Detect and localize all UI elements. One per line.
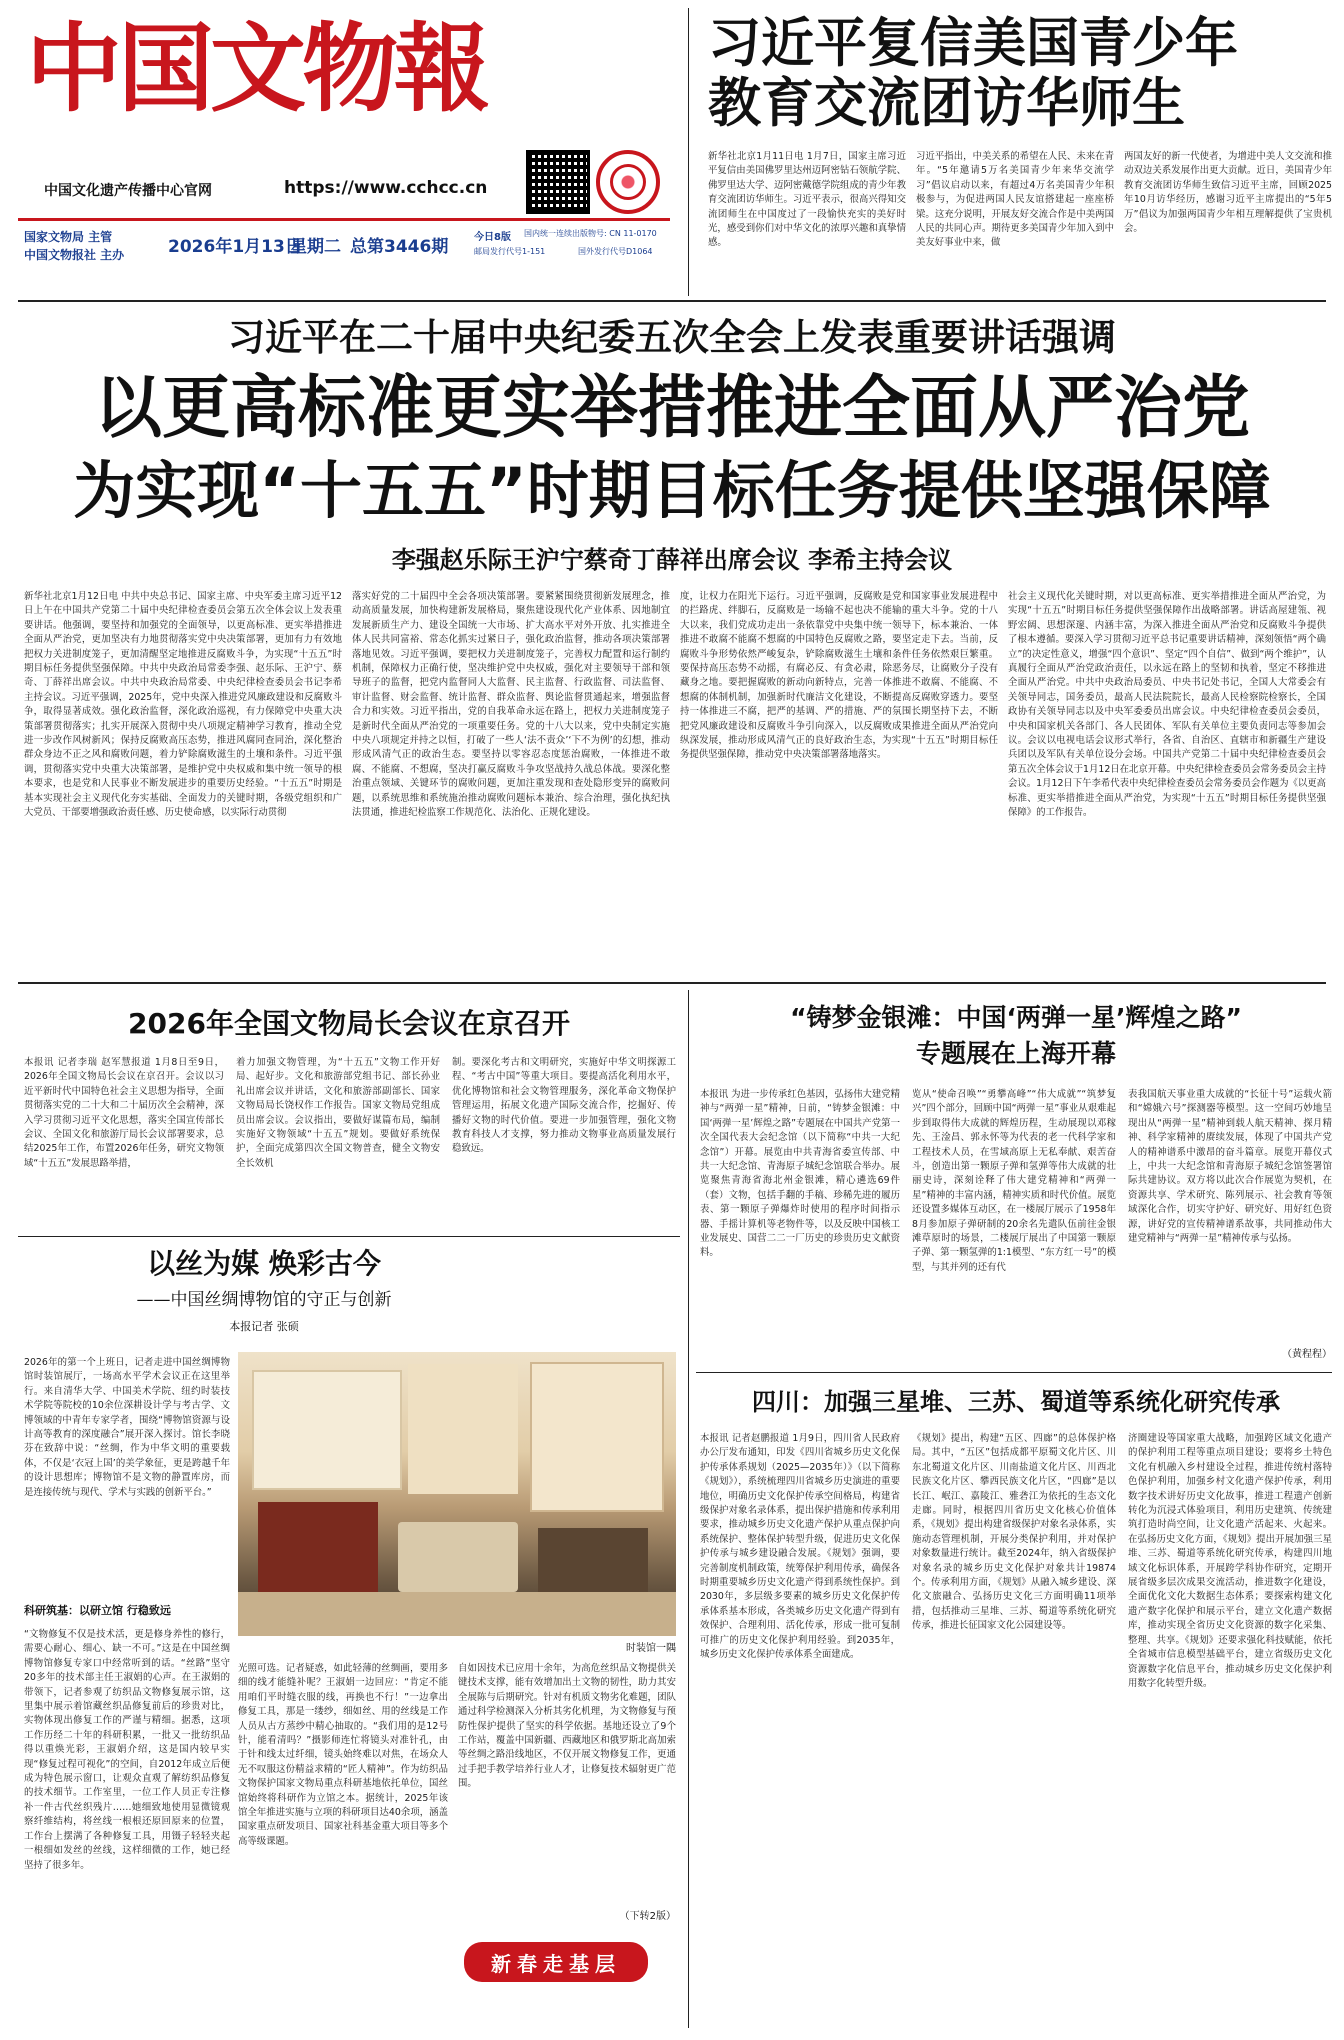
rocket-story-headline-2: 专题展在上海开幕 <box>915 1039 1116 1068</box>
sichuan-story-col1: 本报讯 记者赵鹏报道 1月9日，四川省人民政府办公厅发布通知，印发《四川省城乡历史文化保护传承体系规划（2025—2035年）》（以下简称《规划》），系统梳理四川省城乡历史演进的重要地位，明确历史文化保护传承空间格局，构建省级保护对象名录体系，提出保护措施和传承利用要求，推动城乡历史文化遗产保护从重点保护向系统保护、整体保护转型升级，促进历史文化保护传承与城乡建设融合发展。《规划》强调，要完善制度机制政策，统筹保护利用传承，确保各时期重要城乡历史文化遗产得到系统性保护。到2030年，多层级多要素的城乡历史文化保护传承体系基本形成，各类城乡历史文化遗产得到有效保护、合理利用、活化传承，形成一批可复制可推广的历史文化保护利用经验。到2035年，城乡历史文化保护传承体系全面建成。 <box>700 1433 900 1661</box>
masthead-url[interactable]: https://www.cchcc.cn <box>284 178 488 198</box>
masthead-sponsor2: 中国文物报社 主办 <box>24 248 125 262</box>
issue-date: 2026年1月13日 <box>168 237 302 257</box>
feature-story-section-label: 科研筑基：以研立馆 行稳致远 <box>24 1604 171 1617</box>
masthead-org: 中国文化遗产传播中心官网 <box>44 183 212 199</box>
meeting-story-col3: 制。要深化考古和文明研究，实施好中华文明探源工程、“考古中国”等重大项目。要提高活化利用水平，优化博物馆和社会文物管理服务，深化革命文物保护管理运用，拓展文化遗产国际交流合作，挖掘好、传播好文物的时代价值。要进一步加强管理，强化文物教育科技人才支撑，努力推动文物事业高质量发展行稳致远。 <box>452 1057 676 1155</box>
rocket-story-headline-1: “铸梦金银滩：中国‘两弹一星’辉煌之路” <box>790 1003 1242 1032</box>
lead-story-kicker: 习近平在二十届中央纪委五次全会上发表重要讲话强调 <box>228 316 1116 359</box>
rocket-story-col2: 览从“使命召唤”“勇攀高峰”“伟大成就”“筑梦复兴”四个部分，回顾中国“两弹一星”事业从艰难起步到取得伟大成就的辉煌历程，生动展现以邓稼先、王淦昌、郭永怀等为代表的老一代科学家和工程技术人员，在雪域高原上无私奉献、艰苦奋斗，创造出第一颗原子弹和氢弹等伟大成就的壮丽史诗，深刻诠释了伟大建党精神和“两弹一星”精神的丰富内涵，精神实质和时代价值。展览还设置多媒体互动区，在一楼展厅展示了1958年8月参加原子弹研制的20余名先遣队伍前往金银滩草原时的场景，二楼展厅展出了中国第一颗原子弹、第一颗氢弹的1:1模型、“东方红一号”的模型，与其并列的还有代 <box>912 1089 1116 1273</box>
issue-number: 总第3446期 <box>350 237 449 257</box>
lead-story-headline-1: 以更高标准更实举措推进全面从严治党 <box>93 369 1250 448</box>
divider <box>18 982 1326 984</box>
rocket-story-credit: （黄程程） <box>1282 1349 1332 1360</box>
meeting-story-col2: 着力加强文物管理，为“十五五”文物工作开好局、起好步。文化和旅游部党组书记、部长孙业礼出席会议并讲话，文化和旅游部副部长、国家文物局局长饶权作工作报告。国家文物局党组成员出席会议。会议指出，要做好谋篇布局，编制实施好文物领域“十五五”规划。要做好系统保护，全面完成第四次全国文物普查，健全文物安全长效机 <box>236 1057 440 1169</box>
sichuan-story-headline: 四川：加强三星堆、三苏、蜀道等系统化研究传承 <box>752 1388 1280 1416</box>
masthead-title: 中国文物報 <box>26 12 486 125</box>
feature-story-continued: （下转2版） <box>619 1911 676 1922</box>
lead-story-subhead: 李强赵乐际王沪宁蔡奇丁薛祥出席会议 李希主持会议 <box>391 546 953 574</box>
feature-story-col3: 自如因技术已应用十余年，为高危丝织品文物提供关键技术支撑，能有效增加出土文物的韧性，助力其安全展陈与后期研究。针对有机质文物劣化难题，团队通过科学检测深入分析其劣化机理，为文物修复与预防性保护提供了坚实的科学依据。基地还设立了9个工作站，覆盖中国新疆、西藏地区和俄罗斯北高加索等丝绸之路沿线地区，不仅开展文物修复工作，更通过手把手教学培养行业人才，让修复技术辐射更广范围。 <box>458 1663 676 1790</box>
feature-photo-caption: 时装馆一隅 <box>626 1643 676 1654</box>
divider <box>688 8 689 296</box>
feature-story-subhead: ——中国丝绸博物馆的守正与创新 <box>136 1290 392 1310</box>
divider <box>696 1372 1332 1373</box>
lead-story-headline-2: 为实现“十五五”时期目标任务提供坚强保障 <box>73 454 1271 527</box>
issue-foreign-code: 国外发行代号D1064 <box>578 247 653 256</box>
masthead-sponsor1: 国家文物局 主管 <box>24 230 113 244</box>
top-story-col2: 习近平指出，中美关系的希望在人民、未来在青年。“5年邀请5万名美国青少年来华交流学习”倡议启动以来，有超过4万名美国青少年积极参与，为促进两国人民友谊搭建起一座座桥梁。这充分说明，开展友好交流合作是中美两国人民的共同心声。期待更多美国青少年加入到中美友好事业中来，做 <box>916 151 1114 249</box>
issue-pages: 今日8版 <box>474 232 511 243</box>
feature-story-headline: 以丝为媒 焕彩古今 <box>147 1247 381 1280</box>
top-story-col1: 新华社北京1月11日电 1月7日，国家主席习近平复信由美国佛罗里达州迈阿密钻石领航学院、佛罗里达大学、迈阿密戴德学院组成的青少年教育交流团访华师生。习近平表示，很高兴得知交流团师生在中国度过了一段愉快充实的美好时光，感受到你们对中华文化的浓厚兴趣和真挚情感。 <box>708 151 906 249</box>
lead-story-col3: 度，让权力在阳光下运行。习近平强调，反腐败是党和国家事业发展进程中的拦路虎、绊脚石，反腐败是一场输不起也决不能输的重大斗争。党的十八大以来，我们党成功走出一条依靠党中央集中统一领导下，标本兼治、一体推进不敢腐不能腐不想腐的中国特色反腐败之路，要坚定走下去。当前，反腐败斗争形势依然严峻复杂，铲除腐败滋生土壤和条件任务依然艰巨繁重。要保持高压态势不动摇，有腐必反、有贪必肃，除恶务尽，让腐败分子没有藏身之地。要把握腐败的新动向新特点，完善一体推进不敢腐、不能腐、不想腐的体制机制，加强新时代廉洁文化建设，不断提高反腐败穿透力。要坚持一体推进三不腐，把严的基调、严的措施、严的氛围长期坚持下去，不断把党风廉政建设和反腐败斗争引向深入，以反腐败成果推进全面从严治党向纵深发展，推动形成风清气正的良好政治生态，为实现“十五五”时期目标任务提供坚强保障，推动党中央决策部署落地落实。 <box>680 591 998 761</box>
feature-story-col1b: “文物修复不仅是技术活，更是修身养性的修行，需要心耐心、细心、缺一不可。”这是在中国丝绸博物馆修复专家口中经常听到的话。“丝路”坚守20多年的技术部主任王淑娟的心声。在王淑娟的带领下，记者参观了纺织品文物修复展示馆，这里集中展示着馆藏丝织品修复前后的珍贵对比，实物体现出修复工作的严谨与精细。据悉，这项工作历经二十年的科研积累，一批又一批纺织品得以重焕光彩，王淑娟介绍，这是国内较早实现“修复过程可视化”的空间，自2012年成立后便成为特色展示窗口，让观众直观了解纺织品修复的技术细节。工作室里，一位工作人员正专注修补一件古代丝织残片……她细致地使用显微镜观察纤维结构，将丝线一根根还原回原来的位置，工作台上摆满了各种修复工具，用镊子轻轻夹起一根细如发丝的丝线，这样细微的工作，她已经坚持了很多年。 <box>24 1629 230 1871</box>
issue-cn-number: 国内统一连续出版物号: CN 11-0170 <box>524 229 657 238</box>
sichuan-story-col3: 济圈建设等国家重大战略，加强跨区域文化遗产的保护利用工程等重点项目建设；要将乡土特色文化有机融入乡村建设全过程，推进传统村落特色保护利用，加强乡村文化遗产保护传承，利用数字技术讲好历史文化故事，推进工程遗产创新转化为沉浸式体验项目，利用历史建筑、传统建筑打造时尚空间，让文化遗产活起来、火起来。在弘扬历史文化方面，《规划》提出开展加强三星堆、三苏、蜀道等系统化研究传承，构建四川地域文化标识体系，开展跨学科协作研究，定期开展省级多层次成果交流活动，推进数字化建设，全面优化文化大数据生态体系；要探索构建文化遗产数字化保护和展示平台，建立文化遗产数据库，推动实现全省历史文化资源的数字化采集、整理、共享。《规划》还要求强化科技赋能，依托全省城市信息模型基础平台，建立省级历史文化资源数字化信息平台，推动城乡历史文化保护利用数字化转型升级。 <box>1128 1433 1332 1689</box>
rocket-story-col3: 表我国航天事业重大成就的“长征十号”运载火箭和“嫦娥六号”探测器等模型。这一空间巧妙地呈现出从“两弹一星”精神到载人航天精神、探月精神、科学家精神的赓续发展，体现了中国共产党人的精神谱系中激昂的奋斗篇章。展览开幕仪式上，中共一大纪念馆和青海原子城纪念馆签署馆际共建协议。双方将以此次合作展览为契机，在资源共享、学术研究、陈列展示、社会教育等领域深化合作，切实守护好、研究好、用好红色资源，讲好党的宣传精神谱系故事，共同推动伟大建党精神与“两弹一星”精神传承与弘扬。 <box>1128 1089 1332 1245</box>
qr-code <box>526 150 590 214</box>
feature-photo <box>238 1352 676 1636</box>
rocket-story-col1: 本报讯 为进一步传承红色基因，弘扬伟大建党精神与“两弹一星”精神，日前，“铸梦金银滩：中国‘两弹一星’辉煌之路”专题展在中国共产党第一次全国代表大会纪念馆（以下简称“中共一大纪念馆”）开幕。展览由中共青海省委宣传部、中共一大纪念馆、青海原子城纪念馆联合举办。展览聚焦青海省海北州金银滩，精心遴选69件（套）文物，包括手翻的手稿、珍稀先进的履历表、第一颗原子弹爆炸时使用的程序时间指示器、手摇计算机等老物件等，以及反映中国核工业发展史、国营二二一厂历史的珍贵历史文献资料。 <box>700 1089 900 1259</box>
issue-postal-code: 邮局发行代号1-151 <box>474 247 546 256</box>
meeting-story-headline: 2026年全国文物局长会议在京召开 <box>128 1007 570 1040</box>
top-story-col3: 两国友好的新一代使者，为增进中美人文交流和推动双边关系发展作出更大贡献。近日，美国青少年教育交流团访华师生致信习近平主席，回顾2025年10月访华经历，感谢习近平主席提出的“5年5万”倡议为加强两国青少年相互理解提供了宝贵机会。 <box>1124 151 1332 235</box>
lead-story-col4: 社会主义现代化关键时期，对以更高标准、更实举措推进全面从严治党，为实现“十五五”时期目标任务提供坚强保障作出战略部署。讲话高屋建瓴、视野宏阔、思想深邃、内涵丰富，为深入推进全面从严治党和反腐败斗争提供了根本遵循。要深入学习贯彻习近平总书记重要讲话精神，深刻领悟“两个确立”的决定性意义，增强“四个意识”、坚定“四个自信”、做到“两个维护”，认真履行全面从严治党政治责任，以永远在路上的坚韧和执着，坚定不移推进全面从严治党。中共中央政治局委员、中央书记处书记，全国人大常委会有关领导同志，国务委员，最高人民法院院长，最高人民检察院检察长，全国政协有关领导同志以及中央军委委员出席会议。中央纪律检查委员会委员，中央和国家机关各部门、各人民团体、军队有关单位主要负责同志等参加会议。会议以电视电话会议形式举行，各省、自治区、直辖市和新疆生产建设兵团以及军队有关单位设分会场。中国共产党第二十届中央纪律检查委员会第五次全体会议于1月12日在北京开幕。中央纪律检查委员会常务委员会主持会议。1月12日下午李希代表中央纪律检查委员会常务委员会作题为《以更高标准、更实举措推进全面从严治党，为实现“十五五”时期目标任务提供坚强保障》的工作报告。 <box>1008 591 1326 819</box>
feature-story-col1a: 2026年的第一个上班日，记者走进中国丝绸博物馆时装馆展厅，一场高水平学术会议正在这里举行。来自清华大学、中国美术学院、纽约时装技术学院等院校的10余位深耕设计学与考古学、文博领域的中青年专家学者，围绕“博物馆资源与设计高等教育的深度融合”展开深入探讨。馆长李晓芬在致辞中说：“丝绸，作为中华文明的重要载体，不仅是‘衣冠上国’的美学象征，更是跨越千年的设计思想库；博物馆不是文物的静置库房，而是连接传统与现代、学术与实践的创新平台。” <box>24 1357 230 1498</box>
meeting-story-col1: 本报讯 记者李瑞 赵军慧报道 1月8日至9日，2026年全国文物局长会议在京召开。会议以习近平新时代中国特色社会主义思想为指导，全面贯彻落实党的二十大和二十届历次全会精神，深入学习贯彻习近平文化思想，落实全国宣传部长会议、全国文化和旅游厅局长会议部署要求，总结2025年工作，布置2026年任务，研究文物领域“十五五”发展思路举措， <box>24 1057 224 1169</box>
top-story-headline-2: 教育交流团访华师生 <box>708 73 1185 134</box>
lead-story-col1: 新华社北京1月12日电 中共中央总书记、国家主席、中央军委主席习近平12日上午在中国共产党第二十届中央纪律检查委员会第五次全体会议上发表重要讲话。他强调，要坚持和加强党的全面领导，以更高标准、更实举措推进全面从严治党，更加坚决有力地贯彻落实党中央决策部署，更加有力有效地把权力关进制度笼子，更加清醒坚定地推进反腐败斗争，为实现“十五五”时期目标任务提供坚强保障。中共中央政治局常委李强、赵乐际、王沪宁、蔡奇、丁薛祥出席会议。中共中央政治局常委、中央纪律检查委员会书记李希主持会议。习近平强调，2025年，党中央深入推进党风廉政建设和反腐败斗争，取得显著成效。强化政治监督，深化政治巡视，有力保障党中央重大决策部署贯彻落实；扎实开展深入贯彻中央八项规定精神学习教育，推动全党进一步改作风树新风；保持反腐败高压态势，推进风腐同查同治，深化整治群众身边不正之风和腐败问题，着力铲除腐败滋生的土壤和条件。习近平强调，贯彻落实党中央重大决策部署，是维护党中央权威和集中统一领导的根本要求，也是党和人民事业不断发展进步的重要历史经验。“十五五”时期是基本实现社会主义现代化夯实基础、全面发力的关键时期，各级党组织和广大党员、干部要增强政治责任感、历史使命感，以实际行动贯彻 <box>24 591 342 819</box>
feature-story-byline: 本报记者 张硕 <box>229 1320 299 1333</box>
masthead-seal-logo <box>596 150 660 214</box>
divider <box>18 300 1326 302</box>
issue-weekday: 星期二 <box>290 237 341 257</box>
top-story-headline-1: 习近平复信美国青少年 <box>708 13 1238 74</box>
divider <box>18 1236 680 1237</box>
feature-story-col2: 光照可选。记者疑惑，如此轻薄的丝绸画，要用多细的线才能缝补呢？王淑娟一边回应：“肯定不能用咱们平时缝衣服的线，再换也不行！”一边拿出修复工具，那是一缕纱，细如丝、用的丝线是工作人员从古方蒸纱中精心抽取的。“我们用的是12号针，能看清吗？”摄影师连忙将镜头对准针孔，由于针和线太过纤细，镜头始终难以对焦，在场众人无不叹服这份精益求精的“匠人精神”。作为纺织品文物保护国家文物局重点科研基地依托单位，国丝馆始终将科研作为立馆之本。据统计，2025年该馆全年推进实施与立项的科研项目达40余项，涵盖国家重点研发项目、国家社科基金重大项目等多个高等级课题。 <box>238 1663 448 1847</box>
sichuan-story-col2: 《规划》提出，构建“五区、四廊”的总体保护格局。其中，“五区”包括成都平原蜀文化片区、川东北蜀道文化片区、川南盐道文化片区、川西北民族文化片区、攀西民族文化片区，“四廊”是以长江、岷江、嘉陵江、雅砻江为依托的生态文化走廊。同时，根据四川省历史文化核心价值体系，《规划》提出构建省级保护对象名录体系，实施动态管理机制，开展分类保护利用，并对保护对象数量进行统计。截至2024年，纳入省级保护对象名录的城乡历史文化保护对象共计19874个。传承利用方面，《规划》从融入城乡建设、深化文旅融合、弘扬历史文化三方面明确11项举措，包括推动三星堆、三苏、蜀道等系统化研究传承，推进长征国家文化公园建设等。 <box>912 1433 1116 1632</box>
lead-story-col2: 落实好党的二十届四中全会各项决策部署。要紧紧围绕贯彻新发展理念，推动高质量发展，加快构建新发展格局，聚焦建设现代化产业体系、因地制宜发展新质生产力、建设全国统一大市场、扩大高水平对外开放、扎实推进全体人民共同富裕、常态化抓实过紧日子，强化政治监督，推动各项决策部署落地见效。习近平强调，要把权力关进制度笼子，完善权力配置和运行制约机制，保障权力正确行使，坚决维护党中央权威，强化对主要领导干部和领导班子的监督，把党内监督同人大监督、民主监督、行政监督、司法监督、审计监督、财会监督、统计监督、群众监督、舆论监督贯通起来，增强监督合力和实效。习近平指出，党的自我革命永远在路上，把权力关进制度笼子是新时代全面从严治党的一项重要任务。党的十八大以来，党中央制定实施中央八项规定并持之以恒，打破了一些人‘法不责众’‘下不为例’的幻想，推动形成风清气正的政治生态。要坚持以零容忍态度惩治腐败，一体推进不敢腐、不能腐、不想腐，坚决打赢反腐败斗争攻坚战持久战总体战。要深化整治重点领域、关键环节的腐败问题，更加注重发现和查处隐形变异的腐败问题，以系统思维和系统施治推动腐败问题标本兼治、综合治理，强化执纪执法贯通，推进纪检监察工作规范化、法治化、正规化建设。 <box>352 591 670 819</box>
new-year-grassroots-badge: 新春走基层 <box>464 1942 648 1982</box>
masthead-rule <box>18 218 670 221</box>
divider <box>688 990 689 2028</box>
